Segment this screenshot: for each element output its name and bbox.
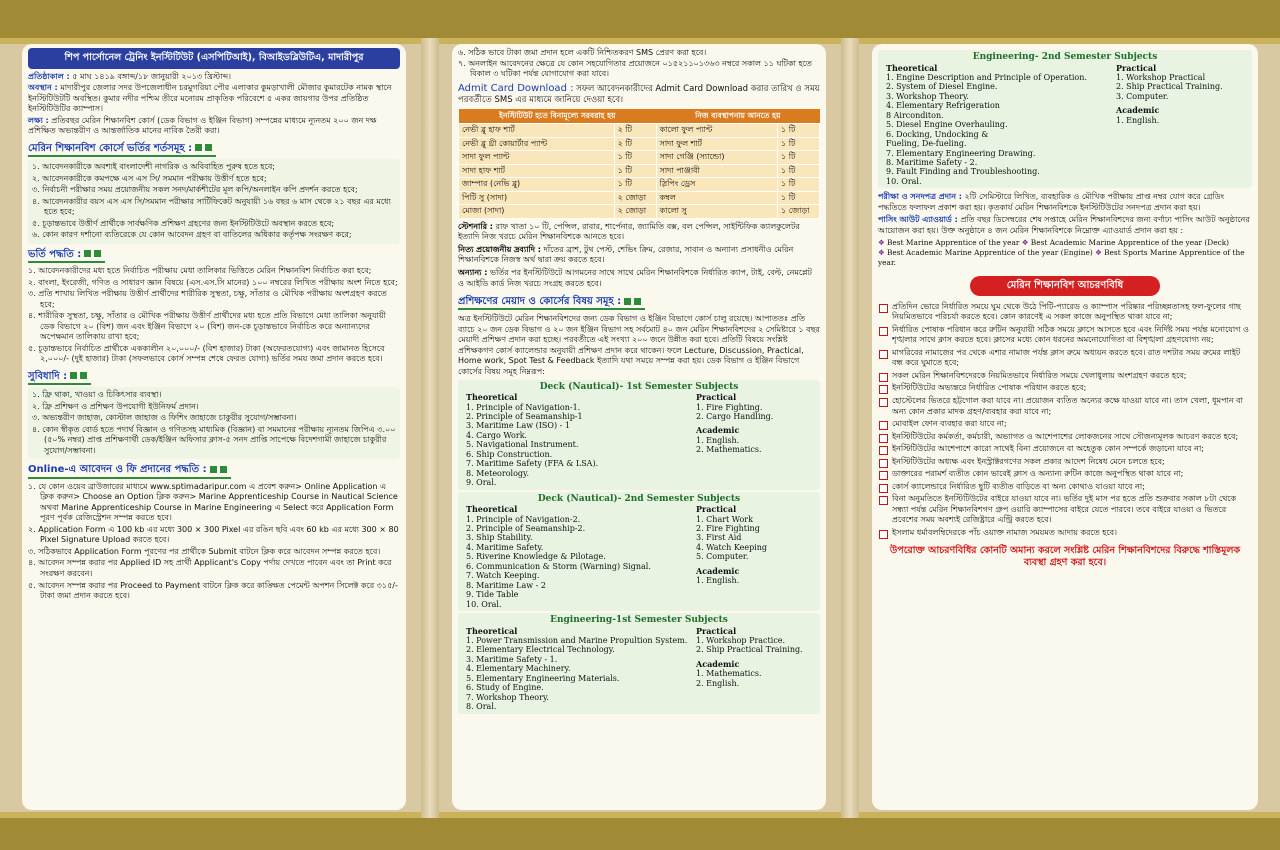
quantity-cell: ১ জোড়া [778,205,820,219]
admit-label: Admit Card Download : [458,82,574,94]
list-item: 10. Oral. [886,176,922,186]
list-item: ২. ফ্রি প্রশিক্ষণ ও প্রশিক্ষণ উপযোগী ইউনিফর্ম প্রদান। [32,401,199,411]
theory-label: Theoretical [886,62,938,73]
list-item: 4. Elementary Machinery. [466,664,571,674]
admission-heading [28,248,105,263]
subject-grid [466,393,812,487]
list-item: ১. আবেদনকারীকে অবশ্যই বাংলাদেশী নাগরিক ও অবিবাহিত পুরুষ হতে হবে; [32,162,275,171]
deck-sem2-block [458,492,820,611]
info-value: ৫ মাঘ ১৪১৯ বঙ্গাব্দ/১৮ জানুয়ারী ২০১৩ খ্রিস্টাব্দ। [72,71,231,81]
subject-grid [466,627,812,712]
quantity-cell: ১ টি [778,178,820,192]
academic-list [696,669,812,688]
para-text: ভর্তির পর ইনস্টিটিউটে আগমনের সাথে সাথে মেরিন শিক্ষানবিশকে নির্ধারিত ক্যাপ, টাই, বেল্ট, নেমপ্লেট ও আইডি কার্ড নিজ খরচে সংগ্রহ করতে হবে। [458,267,812,288]
list-item: সকল মেরিন শিক্ষানবিশদেরকে নিয়মিতভাবে নির্ধারিত সময়ে খেলাধুলায় অংশগ্রহণ করতে হবে; [878,371,1252,382]
academic-label: Academic [696,565,740,576]
practical-column [696,627,812,712]
duration-heading [458,295,645,310]
academic-list [696,576,812,585]
item-cell: জাম্পার (নেভি ব্লু) [459,178,615,192]
theory-list [466,515,696,609]
fold-line-left [421,38,439,818]
list-item: 6. Communication & Storm (Warning) Signal. [466,561,651,571]
list-item: 10. Oral. [466,599,502,609]
list-item: ইনস্টিটিউটের অধ্যক্ষ এবং ইনস্ট্রাক্টরগণের সকল প্রকার আদেশ নিষেধ মেনে চলতে হবে; [878,457,1252,468]
square-icon [624,298,631,305]
heading-text: ভর্তি পদ্ধতি : [28,248,82,260]
list-item: ৪. কোন স্বীকৃত বোর্ড হতে পদার্থ বিজ্ঞান ও গণিতসহ মাধ্যমিক (বিজ্ঞান) বা সমমানের পরীক্ষায় ন্যূনতম জিপিএ ৩.০০ (৫০% নম্বর) প্রাপ্ত প্রশিক্ষণার্থী ডেক/ইঞ্জিন অফিসার ক্লাস-৫ সনদ প্রাপ্তি সাপেক্ষে বিদেশগামী জাহাজে চাকুরীর সুযোগ/সম্ভাবনা। [32,424,396,455]
table-header-row [459,109,820,123]
list-item: 1. Mathematics. [696,669,762,679]
bottom-band [0,818,1280,850]
established-info [28,72,400,83]
list-item: 7. Workshop Theory. [466,692,549,702]
brochure-panel-right [872,44,1258,810]
diamond-icon: ❖ [1095,248,1102,258]
academic-label: Academic [696,658,740,669]
list-item: 2. Mathematics. [696,445,762,455]
fold-line-right [841,38,859,818]
list-item: নির্ধারিত পোষাক পরিধান করে রুটিন অনুযায়ী সঠিক সময়ে ক্লাসে আসতে হবে এবং নির্দিষ্ট সময় পর্যন্ত মনোযোগ ও শৃঙ্খলার সাথে ক্লাস করতে হবে। ক্লাসের মধ্যে কোন ধরনের অমনোযোগিতা বা বিশৃঙ্খলা গ্রহণযোগ্য নয়; [878,325,1252,346]
para-label: স্টেশনারি : [458,221,494,231]
brochure-panel-middle [452,44,826,810]
practical-label: Practical [696,392,737,403]
awards-list [878,238,1252,268]
list-item: 7. Elementary Engineering Drawing. [886,148,1036,158]
list-item: 9. Fault Finding and Troubleshooting. [886,167,1040,177]
list-item: 1. Fire Fighting. [696,402,763,412]
code-of-conduct-heading: মেরিন শিক্ষানবিশ আচরণবিধি [970,276,1160,295]
para-label: পাসিং আউট এ্যাওয়ার্ড : [878,215,958,225]
practical-list [696,403,812,422]
institute-title: শিপ পার্সোনেল ট্রেনিং ইনস্টিটিউট (এসপিটিআই), বিআইডব্লিউটিএ, মাদারীপুর [28,48,400,69]
list-item: 9. Tide Table [466,590,519,600]
item-cell: কালো সু [656,205,777,219]
list-item: ৫. চূড়ান্তভাবে নির্বাচিত প্রার্থীকে এককালীন ২০,০০০/- (বিশ হাজার) টাকা (অফেরতযোগ্য) এবং জামানত হিসেবে ২,০০০/- (দুই হাজার) টাকা (সফলভাবে কোর্স সম্পন্ন শেষে ফেরত যোগ্য) ভর্তির সময় জমা প্রদান করতে হবে। [28,343,385,364]
deck-sem1-block [458,380,820,490]
award-name: Best Marine Apprentice of the year [887,238,1020,248]
list-item: 6. Docking, Undocking & [886,129,989,139]
info-label: অবস্থান : [28,83,58,93]
table-row [459,205,820,219]
list-item: 8. Maritime Law - 2 [466,580,546,590]
online-heading [28,463,231,478]
stationery-para [458,222,820,243]
quantity-cell: ১ টি [778,164,820,178]
admit-card-note [458,82,820,106]
table-row [459,123,820,137]
list-item: 9. Oral. [466,478,497,488]
list-item: 5. Elementary Engineering Materials. [466,673,620,683]
quantity-cell: ২ জোড়া [614,205,656,219]
list-item: 2. Principle of Seamanship-1 [466,412,583,422]
list-item: 5. Riverine Knowledge & Pilotage. [466,552,606,562]
info-label: প্রতিষ্ঠাকাল : [28,71,70,81]
list-item: 5. Computer. [696,552,749,562]
award-name: Best Academic Marine Apprentice of the year (Deck) [1030,238,1230,248]
list-item: 6. Study of Engine. [466,683,544,693]
goal-info [28,116,400,137]
subject-title: Engineering-1st Semester Subjects [550,614,728,625]
theory-label: Theoretical [466,504,518,515]
list-item: 1. Principle of Navigation-1. [466,402,581,412]
list-item: ৪. আবেদন সম্পন্ন করার পর Applied ID সহ প্রার্থী Applicant's Copy পর্দায় দেখতে পাবেন এবং তা Print করে সংরক্ষণ করবেন। [28,558,392,578]
item-cell: পিটি সু (সাদা) [459,191,615,205]
subject-grid [466,505,812,609]
quantity-cell: ২ টি [614,123,656,137]
brochure-panel-left [22,44,406,810]
list-item: ৭. অনলাইন আবেদনের ক্ষেত্রে যে কোন সহযোগিতার প্রয়োজনে ০১৫২১১০১৩৬৩ নম্বরে সকাল ১১ ঘটিকা হতে বিকাল ৩ ঘটিকা পর্যন্ত যোগাযোগ করা যাবে। [458,58,812,79]
list-item: 2. English. [696,678,740,688]
academic-list [1116,116,1244,125]
table-row [459,151,820,165]
conditions-heading [28,142,216,157]
list-item: ১. ফ্রি থাকা, খাওয়া ও চিকিৎসার ব্যবস্থা। [32,390,162,400]
practical-column [696,393,812,487]
practical-list [696,636,812,655]
list-item: ৩. অভ্যন্তরীণ জাহাজ, কোস্টাল জাহাজ ও ফিশিং জাহাজে চাকুরীর সুযোগ/সম্ভাবনা। [32,413,297,423]
list-item: ইসলাম ধর্মাবলম্বিদেরকে পাঁচ ওয়াক্ত নামাজ সময়মত আদায় করতে হবে। [878,528,1252,539]
diamond-icon: ❖ [878,248,885,258]
list-item: ইনস্টিটিউটের কর্মকর্তা, কর্মচারী, অভ্যাগত ও আশেপাশের লোকজনের সাথে সৌজন্যমূলক আচরণ করতে হবে; [878,432,1252,443]
info-value: মাদারীপুর জেলার সদর উপজেলাধীন চরমুগরিয়া পৌর এলাকার কুমড়াখালী মৌজার কুমারটেক নামক স্থানে ইনস্টিটিউটটি অবস্থিত। কুমার নদীর পশ্চিম তীরে মনোরম প্রাকৃতিক পরিবেশে ৫ একর জায়গার উপর প্রতিষ্ঠিত ইনস্টিটিউটির ক্যাম্পাস। [28,83,392,114]
list-item: ৫. আবেদন সম্পন্ন করার পর Proceed to Payment বাটনে ক্লিক করে কাঙ্ক্ষিত পেমেন্ট অপশন সিলেক্ট করে ৩১৫/- টাকা জমা প্রদান করতে হবে। [28,580,398,601]
para-text: দাঁতের ব্রাশ, টুথ পেস্ট, শেভিং ক্রিম, রেজার, সাবান ও অন্যান্য প্রসাধনীও মেরিন শিক্ষানবিশকে নিজস্ব অর্থ দ্বারা ক্রয় করতে হবে। [458,244,794,265]
item-cell: নেভী ব্লু হাফ শার্ট [459,123,615,137]
benefits-heading [28,370,91,385]
list-item: বিনা অনুমতিতে ইনস্টিটিউটের বাইরে যাওয়া যাবে না। ভর্তির দুই মাস পর হতে প্রতি শুক্রবার সকাল ৮টা থেকে সন্ধ্যা পর্যন্ত মেরিন শিক্ষানবিশগণ গ্রুপ ওয়ারি ক্যাম্পাসের বাইরে যেতে পারবে। তবে বাইরে যাওয়া ও ভিতরে প্রবেশের সময় অবশ্যই রেজিষ্ট্রারে এন্ট্রি করতে হবে। [878,494,1252,526]
square-icon [220,466,227,473]
square-icon [210,466,217,473]
quantity-cell: ১ টি [778,137,820,151]
academic-label: Academic [696,425,740,436]
para-text: প্রতি বছর ডিসেম্বরের শেষ সপ্তাহে মেরিন শিক্ষানবিশদের জন্য বর্ণাঢ্য পাসিং আউট অনুষ্ঠানের আয়োজন করা হয়। উক্ত অনুষ্ঠানে ৪ জন মেরিন শিক্ষানবিশকে নিম্নোক্ত এ্যাওয়ার্ড প্রদান করা হয় : [878,215,1250,235]
list-item: 4. Elementary Refrigeration [886,101,1000,111]
practical-label: Practical [696,625,737,636]
list-item: ১. আবেদনকারীদের মধ্য হতে নির্বাচিত পরীক্ষায় মেধা তালিকার ভিত্তিতে মেরিন শিক্ষানবিশ নির্বাচিত করা হবে; [28,266,372,276]
list-item: প্রতিদিন ভোরে নির্ধারিত সময়ে ঘুম থেকে উঠে পিটি-প্যারেড ও ক্যাম্পাস পরিষ্কার পরিচ্ছন্নতাসহ ফল-ফুলের গাছ নিয়মিতভাবে পরিচর্যা করতে হবে। কোন কারণেই এ সকল কাজে অনুপস্থিত থাকা যাবে না; [878,302,1252,323]
essentials-para [458,245,820,266]
list-item: ৩. প্রতি শাখায় লিখিত পরীক্ষায় উত্তীর্ণ প্রার্থীদের শারীরিক সুস্থতা, চক্ষু, সাঁতার ও মৌখিক পরীক্ষায় অংশগ্রহণ করতে হবে; [28,289,387,309]
quantity-cell: ২ টি [614,137,656,151]
list-item: 1. English. [1116,115,1160,125]
list-item: Fueling, De-fueling. [886,139,967,149]
list-item: 2. Fire Fighting [696,524,760,534]
code-of-conduct-list [878,302,1252,539]
list-item: ইনস্টিটিউটের অভ্যন্তরে নির্ধারিত পোষাক পরিধান করতে হবে; [878,383,1252,394]
list-item: ৩. সঠিকভাবে Application Form পূরণের পর প্রার্থীকে Submit বাটনে ক্লিক করে আবেদন সম্পন্ন করতে হবে। [28,546,381,556]
para-label: নিত্য প্রয়োজনীয় দ্রব্যাদি : [458,244,541,254]
location-info [28,83,400,115]
list-item: 4. Watch Keeping [696,542,768,552]
list-item: 8. Meteorology. [466,468,530,478]
list-item: ২. বাংলা, ইংরেজী, গণিত ও সাধারণ জ্ঞান বিষয়ে (এস.এস.সি মানের) ১০০ নম্বরের লিখিত পরীক্ষায় অংশ নিতে হবে; [28,277,398,287]
list-item: 8. Maritime Safety - 2. [886,157,978,167]
practical-list [1116,73,1244,101]
list-item: ৪. আবেদনকারীর বয়স এস এস সি/সমমান পরীক্ষার সার্টিফিকেট অনুযায়ী ১৬ বছর ৬ মাস থেকে ২১ বছর এর মধ্যে হতে হবে; [32,196,391,217]
quantity-cell: ১ টি [778,151,820,165]
admit-text: সফল আবেদনকারীদের Admit Card Download করার তারিখ ও সময় পরবর্তীতে SMS এর মাধ্যমে জানিয়ে দেওয়া হবে। [458,83,820,105]
practical-label: Practical [1116,62,1157,73]
conditions-list [28,159,400,244]
para-label: পরীক্ষা ও সনদপত্র প্রদান : [878,192,962,202]
list-item: ৪. শারীরিক সুস্থতা, চক্ষু, সাঁতার ও মৌখিক পরীক্ষায় উত্তীর্ণ প্রার্থীদের মধ্য হতে প্রতি বিভাগে মেধা তালিকা অনুযায়ী ডেক বিভাগে ২০ (বিশ) জন এবং ইঞ্জিন বিভাগে ২০ (বিশ) জন-কে চূড়ান্তভাবে নির্বাচিত করে অন্যান্যদের অপেক্ষমান তালিকায় রাখা হবে; [28,311,386,342]
table-row [459,164,820,178]
practical-column [696,505,812,609]
list-item: 1. English. [696,435,740,445]
duration-text: অত্র ইনস্টিটিউটে মেরিন শিক্ষানবিশদের জন্য ডেক বিভাগ ও ইঞ্জিন বিভাগে কোর্স চালু রয়েছে। আপাততঃ প্রতি ব্যাচে ২০ জন ডেক বিভাগ ও ২০ জন ইঞ্জিন বিভাগ সহ সর্বমোট ৪০ জন মেরিন শিক্ষানবিশদের ২ সেমিষ্টারে ১ বছর মেয়াদী প্রশিক্ষণ প্রদান করা হচ্ছে। পরবর্তীতে এই সংখ্যা ২০০ জনে উন্নীত করা হবে। প্রতিটি বিষয়ে সংশ্লিষ্ট প্রশিক্ষকগণ কোর্স ক্যালেন্ডার অনুযায়ী প্রশিক্ষণ প্রদান করে থাকেন। ফলে Lecture, Discussion, Practical, Home work, Spot Test & Feedback ইত্যাদি যথা সময়ে সম্পন্ন করা হয়। ডেক বিভাগ ও ইঞ্জিন বিভাগে কোর্সের বিষয় সমূহ নিম্নরূপ: [458,314,820,376]
theory-list [466,403,696,488]
para-label: অন্যান্য : [458,267,488,277]
diamond-icon: ❖ [1021,238,1029,248]
list-item: 2. Cargo Handling. [696,412,774,422]
list-item: মাগরিবের নামাজের পর থেকে এশার নামাজ পর্যন্ত ক্লাস রুমে অধ্যয়ন করতে হবে। রাত দশটার সময় রুমের লাইট বন্ধ করে ঘুমাতে হবে; [878,348,1252,369]
dress-table [458,109,820,219]
list-item: 1. Workshop Practical [1116,73,1206,83]
theory-list [886,73,1116,186]
column-header: ইনস্টিটিউট হতে বিনামূল্যে সরবরাহ হয় [459,109,657,123]
list-item: 2. Ship Practical Training. [696,645,803,655]
list-item: 3. Computer. [1116,91,1169,101]
list-item: কোর্স ক্যালেন্ডারে নির্ধারিত ছুটি ব্যতীত বাড়িতে বা অন্য কোথাও যাওয়া যাবে না; [878,482,1252,493]
item-cell: সাদা গেঞ্জি (স্যান্ডো) [656,151,777,165]
theory-column [466,393,696,487]
list-item: 2. Elementary Electrical Technology. [466,645,615,655]
list-item: 1. Chart Work [696,514,753,524]
list-item: 3. First Aid [696,533,742,543]
list-item: মোবাইল ফোন ব্যবহার করা যাবে না; [878,419,1252,430]
item-cell: নেভী ব্লু থ্রী কোয়ার্টার প্যান্ট [459,137,615,151]
academic-label: Academic [1116,105,1160,116]
table-body [459,123,820,218]
square-icon [634,298,641,305]
list-item: হোস্টেলের ভিতরে হট্টগোল করা যাবে না। প্রয়োজন ব্যতিত অন্যের কক্ষে যাওয়া যাবে না। তাস খেলা, ধূমপান বা অন্য কোন প্রকার মাদক গ্রহণ/ব্যবহার করা যাবে না; [878,396,1252,417]
practical-label: Practical [696,504,737,515]
square-icon [80,372,87,379]
institute-info [28,72,400,137]
list-item: 7. Watch Keeping. [466,571,540,581]
item-cell: মোজা (সাদা) [459,205,615,219]
item-cell: সাদা ফুল শার্ট [656,137,777,151]
list-item: 5. Navigational Instrument. [466,440,579,450]
list-item: ৬. কোন কারণ দর্শানো ব্যতিরেকে যে কোন আবেদন গ্রহণ বা বাতিলের অধিকার কর্তৃপক্ষ সংরক্ষণ করে; [32,230,352,240]
heading-text: প্রশিক্ষণের মেয়াদ ও কোর্সের বিষয় সমূহ : [458,296,622,308]
exam-para [878,192,1252,213]
square-icon [94,250,101,257]
item-cell: সাদা ফুল প্যান্ট [459,151,615,165]
item-cell: সাদা হাফ শার্ট [459,164,615,178]
list-item: 6. Ship Construction. [466,449,553,459]
online-steps-list [28,482,400,602]
subject-title: Deck (Nautical)- 2nd Semester Subjects [537,493,741,504]
practical-list [696,515,812,562]
quantity-cell: ১ টি [778,123,820,137]
heading-text: Online-এ আবেদন ও ফি প্রদানের পদ্ধতি : [28,464,207,476]
item-cell: স্লিপিং ড্রেস [656,178,777,192]
heading-text: মেরিন শিক্ষানবিশ কোর্সে ভর্তির শর্তসমূহ : [28,142,193,154]
item-cell: সাদা পাঞ্জাবী [656,164,777,178]
list-item: ৬. সঠিক ভাবে টাকা জমা প্রদান হলে একটি নিশ্চিতকরণ SMS প্রেরণ করা হবে। [458,48,707,57]
column-header: নিজ ব্যবস্থাপনায় আনতে হয় [656,109,819,123]
top-band [0,0,1280,38]
eng-sem2-block [878,50,1252,188]
info-value: প্রতিবছর মেরিন শিক্ষানবিশ কোর্স (ডেক বিভাগ ও ইঞ্জিন বিভাগ) সম্পন্নের মাধ্যমে ন্যূনতম ২০০ জন দক্ষ প্রশিক্ষিত অভ্যন্তরীণ ও আন্তর্জাতিক মানের নাবিক তৈরী করা। [28,115,377,136]
practical-column [1116,64,1244,187]
square-icon [205,144,212,151]
award-para [878,215,1252,236]
square-icon [70,372,77,379]
award-name: Best Sports Marine Apprentice of the year. [878,248,1245,268]
list-item: 7. Maritime Safety (FFA & LSA). [466,459,599,469]
subject-grid [886,64,1244,187]
square-icon [195,144,202,151]
list-item: ডাক্তারের পরামর্শ ব্যতীত কোন ভাবেই ক্লাস ও অন্যান্য রুটিন কাজে অনুপস্থিত থাকা যাবে না; [878,469,1252,480]
quantity-cell: ১ টি [614,178,656,192]
list-item: 3. Workshop Theory. [886,91,969,101]
theory-list [466,636,696,712]
list-item: 1. Principle of Navigation-2. [466,514,581,524]
list-item: ১. যে কোন ওয়েব ব্রাউজারের মাধ্যমে www.sptimadaripur.com এ প্রবেশ করুন> Online Application এ ক্লিক করুন> Choose an Option ক্লিক করুন> Marine Apprenticeship Course in Nautical Science অথবা Marine Apprenticeship Course in Marine Engineering এ Select করে Application Form পূরণ পূর্বক রেজিস্ট্রেশন সম্পন্ন করতে হবে। [28,481,398,523]
item-cell: কম্বল [656,191,777,205]
list-item: 8 Airconditon. [886,110,944,120]
list-item: 8. Oral. [466,702,497,712]
list-item: 1. Power Transmission and Marine Propultion System. [466,636,688,645]
theory-label: Theoretical [466,392,518,403]
item-cell: কালো ফুল প্যান্ট [656,123,777,137]
list-item: ২. আবেদনকারীকে কমপক্ষে এস এস সি/ সমমান পরীক্ষায় উত্তীর্ণ হতে হবে; [32,173,267,183]
quantity-cell: ১ টি [614,151,656,165]
list-item: ৫. চূড়ান্তভাবে উত্তীর্ণ প্রার্থীকে সার্বক্ষণিক প্রশিক্ষণ গ্রহণের জন্য ইনস্টিটিউটে অবস্থান করতে হবে; [32,218,335,228]
quantity-cell: ১ টি [778,191,820,205]
table-row [459,191,820,205]
list-item: 4. Cargo Work. [466,430,528,440]
theory-column [466,505,696,609]
list-item: 3. Ship Stability. [466,533,533,543]
theory-label: Theoretical [466,625,518,636]
list-item: 1. Engine Description and Principle of Operation. [886,73,1087,83]
quantity-cell: ২ জোড়া [614,191,656,205]
list-item: ইনস্টিটিউটের আশেপাশে কারো সাথেই বিনা প্রয়োজনে বা অহেতুক কোন সম্পর্কে জড়ানো যাবে না; [878,444,1252,455]
list-item: 2. Ship Practical Training. [1116,82,1223,92]
list-item: 1. Workshop Practice. [696,636,786,645]
para-text: ২টি সেমিস্টারে লিখিত, ব্যবহারিক ও মৌখিক পরীক্ষায় প্রাপ্ত নম্বর যোগ করে গ্রেডিং পদ্ধতিতে ফলাফল প্রকাশ করা হয়। কৃতকার্য মেরিন শিক্ষানবিশকে ইনস্টিটিউটের সনদপত্র প্রদান করা হয়। [878,192,1225,212]
eng-sem1-block [458,613,820,714]
table-row [459,137,820,151]
list-item: 4. Maritime Safety. [466,542,544,552]
info-label: লক্ষ্য : [28,115,49,125]
list-item: ২. Application Form এ 100 kb এর মধ্যে 300 × 300 Pixel এর রঙিন ছবি এবং 60 kb এর মধ্যে 300 × 80 Pixel Signature Upload করতে হবে। [28,524,399,545]
sms-list [458,48,820,80]
square-icon [84,250,91,257]
list-item: 5. Diesel Engine Overhauling. [886,120,1008,130]
list-item: 2. Principle of Seamanship-2. [466,524,586,534]
diamond-icon: ❖ [878,238,885,248]
award-name: Best Academic Marine Apprentice of the year (Engine) [887,248,1093,258]
heading-text: সুবিধাদি : [28,370,68,382]
academic-list [696,436,812,455]
quantity-cell: ১ টি [614,164,656,178]
list-item: 2. System of Diesel Engine. [886,82,998,92]
para-text: রাফ খাতা ১০ টি, পেন্সিল, রাবার, শার্পেনার, জ্যামিতি বক্স, বল পেন্সিল, সাইন্টিফিক ক্যালকুলেটর ইত্যাদি নিজ খরচে মেরিন শিক্ষানবিশকে আনতে হবে। [458,221,800,242]
subject-title: Deck (Nautical)- 1st Semester Subjects [539,381,739,392]
table-row [459,178,820,192]
admission-list [28,266,400,365]
theory-column [886,64,1116,187]
theory-column [466,627,696,712]
code-of-conduct-footer: উপরোক্ত আচরণবিধির কোনটি অমান্য করলে সংশ্লিষ্ট মেরিন শিক্ষানবিশদের বিরুদ্ধে শাস্তিমূলক ব্যবস্থা গ্রহণ করা হবে। [889,544,1241,569]
subject-title: Engineering- 2nd Semester Subjects [972,52,1158,62]
list-item: ৩. নির্বাচনী পরীক্ষার সময় প্রয়োজনীয় সকল সনদ/মার্কশীটের মূল কপি/অনলাইন কপি প্রদর্শন করতে হবে; [32,185,358,195]
others-para [458,268,820,289]
list-item: 3. Maritime Safety - 1. [466,654,558,664]
benefits-list [28,387,400,459]
list-item: 3. Maritime Law (ISO) - 1 [466,421,570,431]
list-item: 1. English. [696,576,740,586]
